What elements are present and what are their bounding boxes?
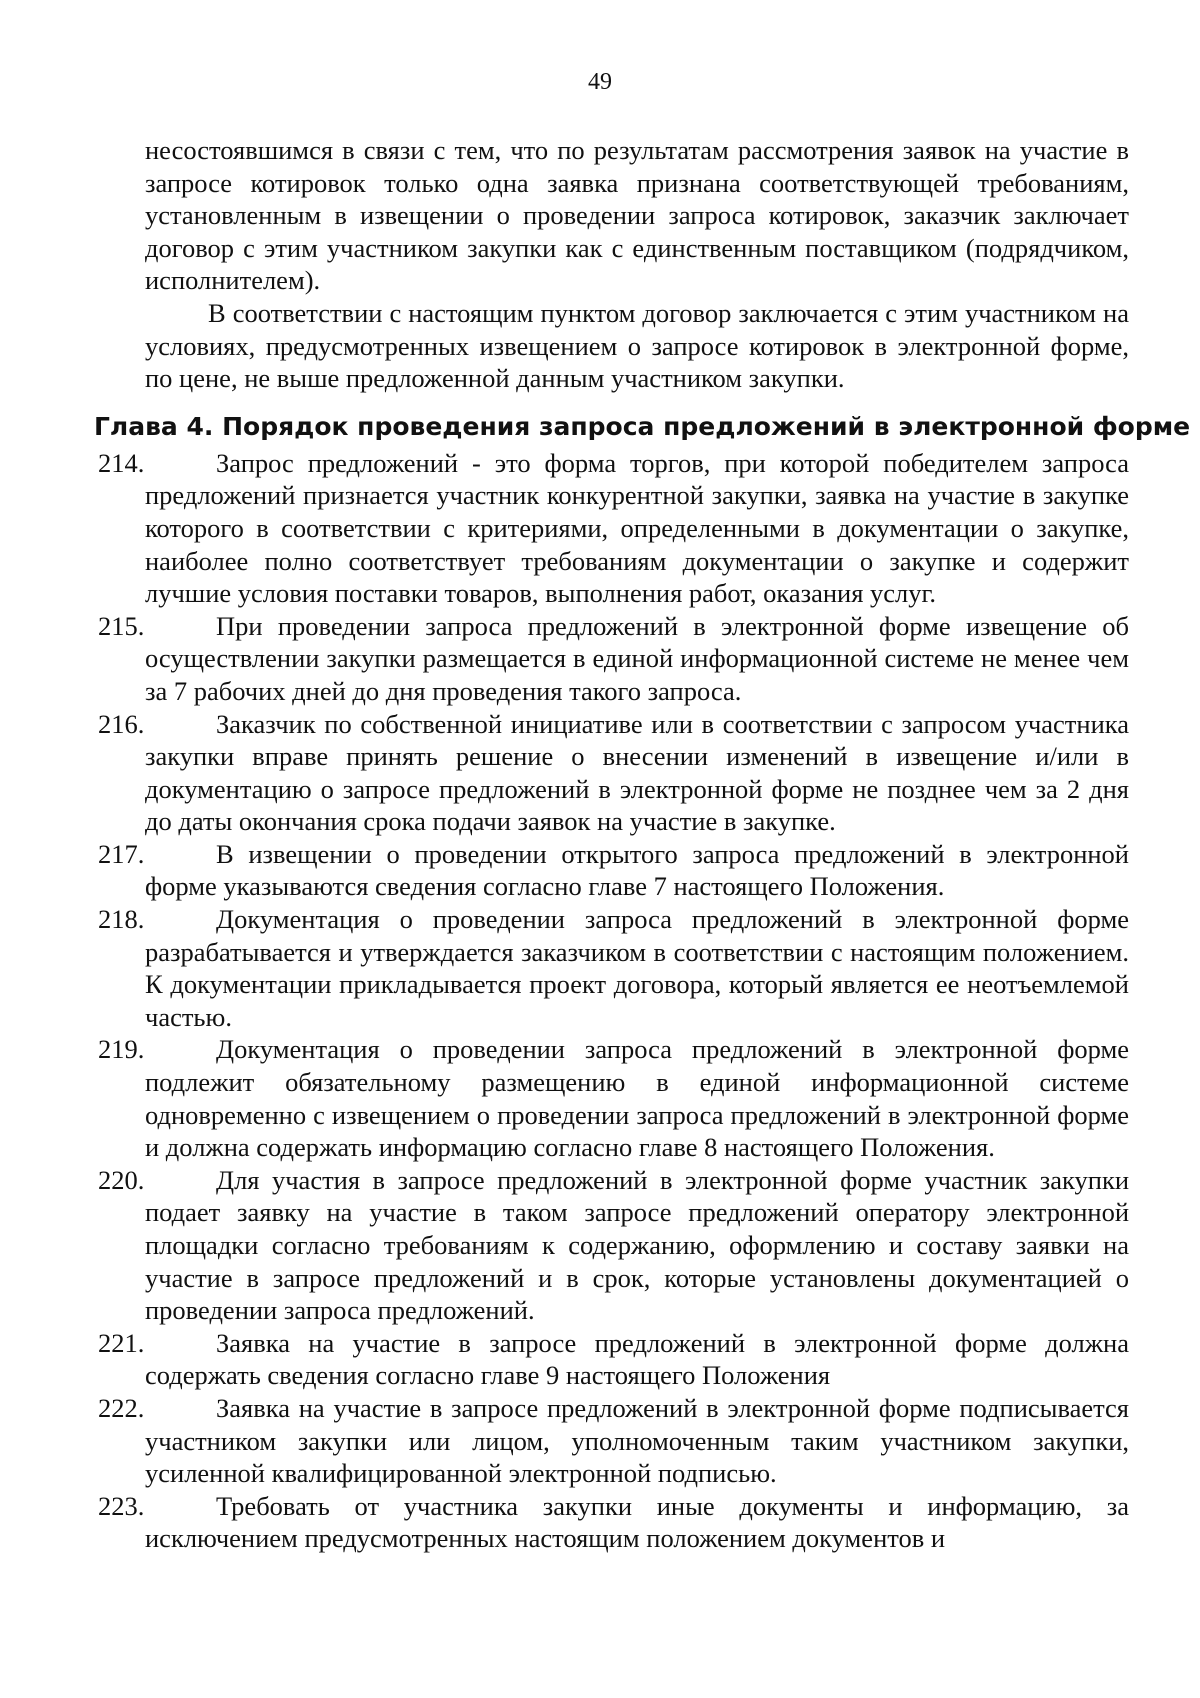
clause-219 <box>98 1033 1129 1163</box>
clause-214 <box>98 447 1129 610</box>
clause-221 <box>98 1327 1129 1392</box>
clause-217 <box>98 838 1129 903</box>
clause-number: 217. <box>98 838 145 869</box>
clause-218 <box>98 903 1129 1033</box>
clause-text: Заявка на участие в запросе предложений в электронной форме должна содержать сведения согласно главе 9 настоящего Положения <box>145 1327 1129 1391</box>
clause-216 <box>98 708 1129 838</box>
clause-text: Требовать от участника закупки иные документы и информацию, за исключением предусмотренных настоящим положением документов и <box>145 1490 1129 1554</box>
clause-text: Запрос предложений - это форма торгов, при которой победителем запроса предложений признается участник конкурентной закупки, заявка на участие в закупке которого в соответствии с критериями, определенными в документации о закупке, наиболее полно соответствует требованиям документации о закупке и содержит лучшие условия поставки товаров, выполнения работ, оказания услуг. <box>145 447 1129 609</box>
clause-number: 222. <box>98 1392 145 1423</box>
clause-number: 220. <box>98 1164 145 1195</box>
clause-number: 218. <box>98 904 145 935</box>
chapter-title: Глава 4. Порядок проведения запроса предложений в электронной форме <box>94 411 1191 441</box>
clause-text: При проведении запроса предложений в электронной форме извещение об осуществлении закупки размещается в единой информационной системе не менее чем за 7 рабочих дней до дня проведения такого запроса. <box>145 610 1129 706</box>
page-number: 49 <box>588 69 612 95</box>
clause-number: 214. <box>98 447 145 478</box>
intro-paragraph-1: несостоявшимся в связи с тем, что по результатам рассмотрения заявок на участие в запросе котировок только одна заявка признана соответствующей требованиям, установленным в извещении о проведении запроса котировок, заказчик заключает договор с этим участником закупки как с единственным поставщиком (подрядчиком, исполнителем). <box>145 135 1129 296</box>
intro-paragraph-2: В соответствии с настоящим пунктом договор заключается с этим участником на условиях, предусмотренных извещением о запросе котировок в электронной форме, по цене, не выше предложенной данным участником закупки. <box>145 297 1129 394</box>
clause-number: 223. <box>98 1490 145 1521</box>
clause-text: В извещении о проведении открытого запроса предложений в электронной форме указываются сведения согласно главе 7 настоящего Положения. <box>145 838 1129 902</box>
clause-number: 219. <box>98 1034 145 1065</box>
document-body <box>94 134 1191 1555</box>
clause-text: Заказчик по собственной инициативе или в соответствии с запросом участника закупки вправе принять решение о внесении изменений в извещение и/или в документацию о запросе предложений в электронной форме не позднее чем за 2 дня до даты окончания срока подачи заявок на участие в закупке. <box>145 708 1129 837</box>
clause-text: Документация о проведении запроса предложений в электронной форме разрабатывается и утверждается заказчиком в соответствии с настоящим положением. К документации прикладывается проект договора, который является ее неотъемлемой частью. <box>145 904 1129 1032</box>
clause-text: Документация о проведении запроса предложений в электронной форме подлежит обязательному размещению в единой информационной системе одновременно с извещением о проведении запроса предложений в электронной форме и должна содержать информацию согласно главе 8 настоящего Положения. <box>145 1034 1129 1163</box>
clause-223 <box>98 1490 1129 1555</box>
clause-text: Для участия в запросе предложений в электронной форме участник закупки подает заявку на участие в таком запросе предложений оператору электронной площадки согласно требованиям к содержанию, оформлению и составу заявки на участие в запросе предложений и в срок, которые установлены документацией о проведении запроса предложений. <box>145 1164 1129 1326</box>
clause-number: 216. <box>98 708 145 739</box>
clause-215 <box>98 610 1129 708</box>
clause-text: Заявка на участие в запросе предложений в электронной форме подписывается участником закупки или лицом, уполномоченным таким участником закупки, усиленной квалифицированной электронной подписью. <box>145 1392 1129 1489</box>
clause-number: 215. <box>98 610 145 641</box>
clause-number: 221. <box>98 1327 145 1358</box>
clause-220 <box>98 1164 1129 1327</box>
numbered-clause-list <box>98 447 1129 1555</box>
clause-222 <box>98 1392 1129 1490</box>
